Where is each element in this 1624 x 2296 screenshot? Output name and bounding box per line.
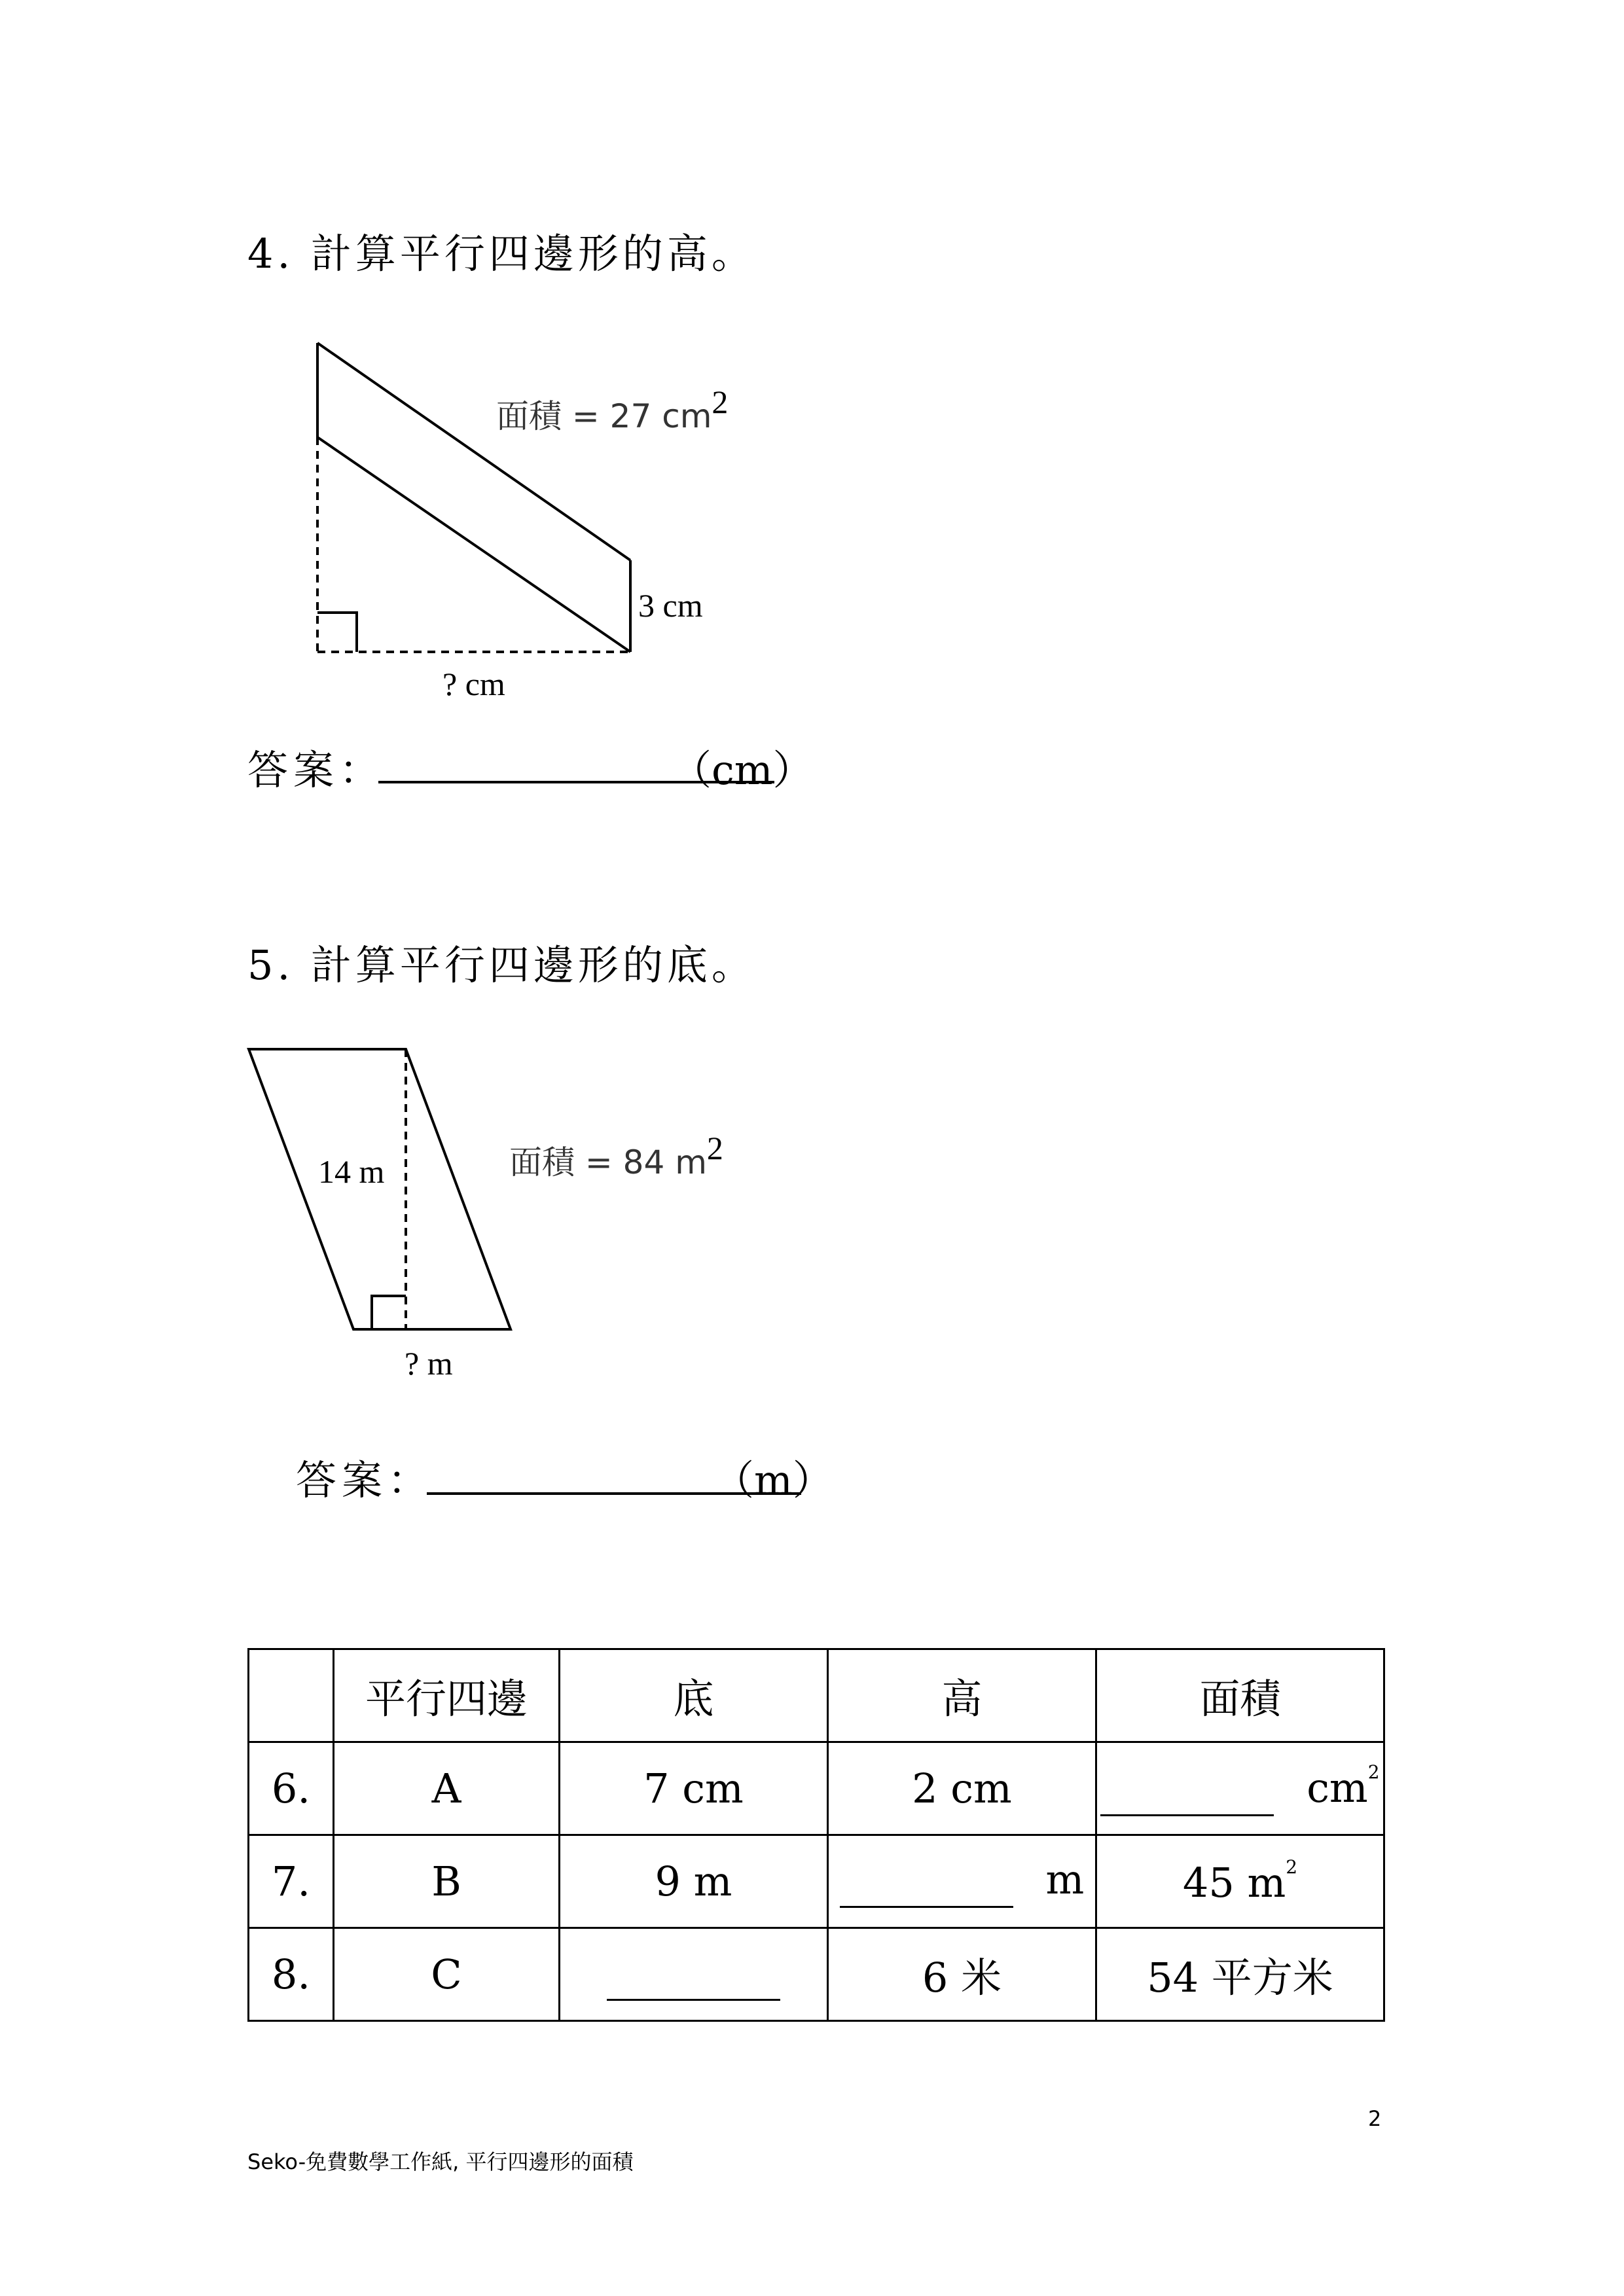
row-base: 7 cm	[560, 1742, 828, 1835]
table-row	[249, 1835, 1384, 1928]
parallelogram-figure-q5	[236, 1034, 759, 1401]
table-row	[249, 1928, 1384, 2021]
q4-answer-label: 答案：	[247, 746, 386, 794]
q5-height-label: 14 m	[318, 1153, 385, 1190]
parallelogram-figure-q4	[288, 327, 746, 720]
row-name: B	[334, 1835, 560, 1928]
q4-answer-unit: （cm）	[671, 746, 814, 794]
question-4-title: 4. 計算平行四邊形的高。	[247, 230, 756, 278]
q4-side-label: 3 cm	[638, 587, 703, 624]
area-unit-superscript: 2	[1367, 1761, 1380, 1783]
row-height	[828, 1835, 1096, 1928]
area-unit: cm	[1307, 1763, 1368, 1812]
row-number: 8.	[249, 1928, 334, 2021]
area-answer-blank[interactable]	[1100, 1814, 1274, 1816]
row-number: 7.	[249, 1835, 334, 1928]
q4-top-edge	[317, 343, 630, 560]
question-5-title: 5. 計算平行四邊形的底。	[247, 941, 756, 989]
q5-area-label: 面積 = 84 m2	[509, 1130, 723, 1181]
row-area: 54 平方米	[1096, 1928, 1384, 2021]
row-area	[1096, 1742, 1384, 1835]
footer-caption: Seko-免費數學工作紙, 平行四邊形的面積	[247, 2149, 634, 2174]
height-unit: m	[1045, 1855, 1085, 1903]
area-unit-superscript: 2	[1286, 1856, 1298, 1878]
area-value: 45 m	[1182, 1859, 1286, 1907]
table-header-row	[249, 1649, 1384, 1742]
page-number: 2	[1368, 2106, 1382, 2131]
header-parallelogram: 平行四邊	[334, 1649, 560, 1742]
header-number	[249, 1649, 334, 1742]
q5-base-label: ? m	[405, 1345, 453, 1382]
q4-bottom-edge	[317, 437, 630, 652]
row-height: 6 米	[828, 1928, 1096, 2021]
table-row	[249, 1742, 1384, 1835]
header-area: 面積	[1096, 1649, 1384, 1742]
header-height: 高	[828, 1649, 1096, 1742]
row-name: C	[334, 1928, 560, 2021]
row-number: 6.	[249, 1742, 334, 1835]
q4-base-label: ? cm	[442, 666, 505, 702]
q5-answer-label: 答案：	[296, 1456, 434, 1504]
q4-area-label: 面積 = 27 cm2	[496, 384, 729, 435]
q5-answer-unit: （m）	[713, 1456, 833, 1504]
q4-right-angle-marker	[317, 613, 357, 652]
base-answer-blank[interactable]	[607, 1999, 780, 2001]
row-base	[560, 1928, 828, 2021]
row-name: A	[334, 1742, 560, 1835]
header-base: 底	[560, 1649, 828, 1742]
parallelogram-table	[247, 1648, 1385, 2022]
height-answer-blank[interactable]	[840, 1906, 1013, 1908]
row-base: 9 m	[560, 1835, 828, 1928]
q5-right-angle-marker	[372, 1296, 406, 1329]
row-area	[1096, 1835, 1384, 1928]
row-height: 2 cm	[828, 1742, 1096, 1835]
